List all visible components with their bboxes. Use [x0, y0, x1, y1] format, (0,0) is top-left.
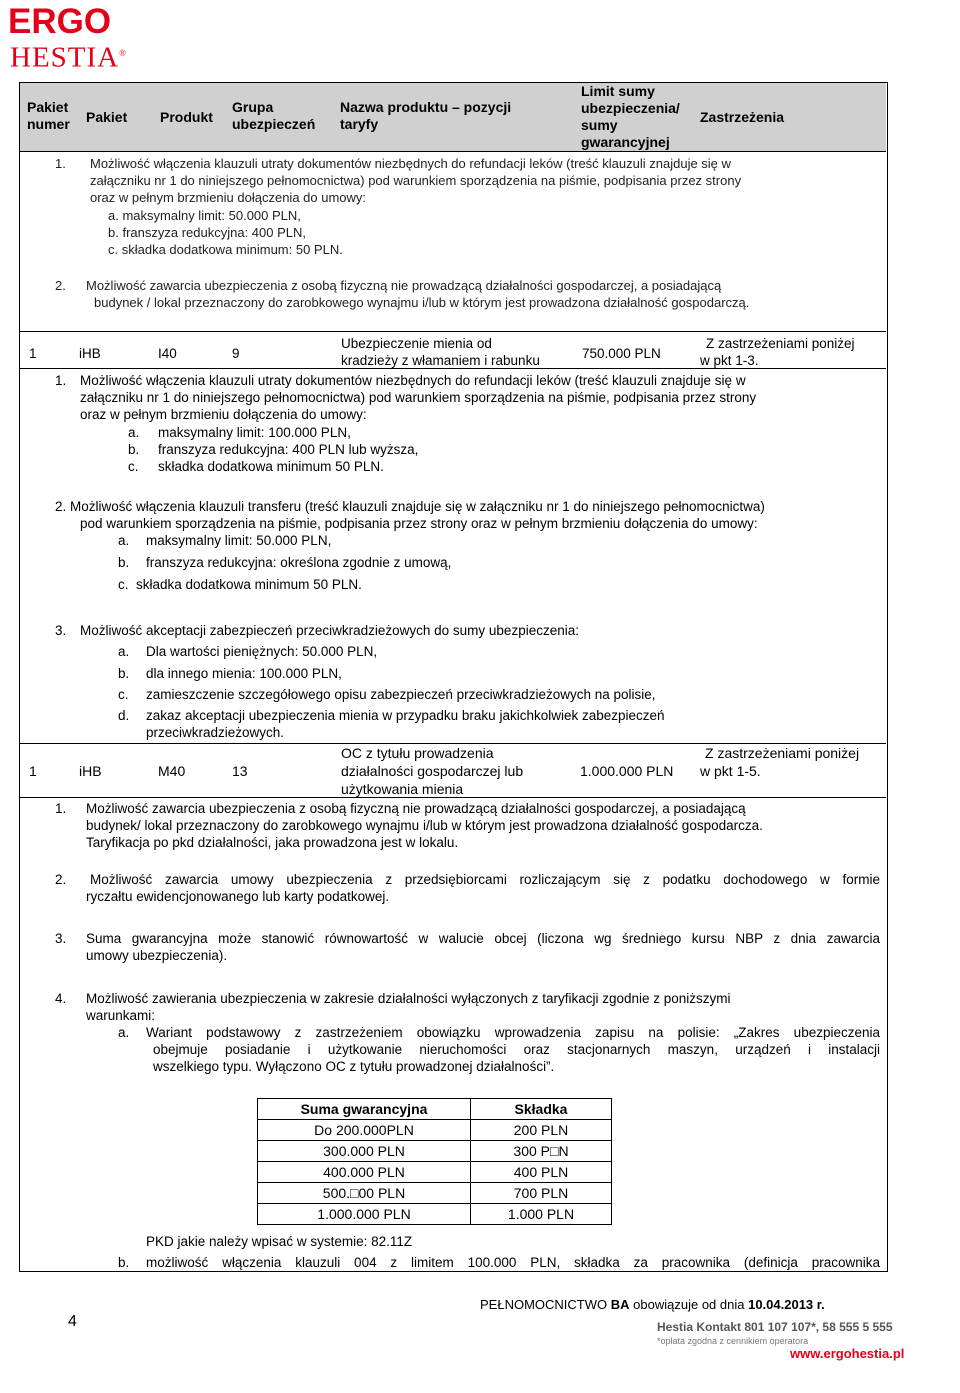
m40-item2-num: 2.	[55, 872, 67, 887]
top-item2-l1: Możliwość zawarcia ubezpieczenia z osobą fizyczną nie prowadzącą działalności gospodarczej, a posiadającą	[86, 278, 722, 293]
hestia-contact: Hestia Kontakt 801 107 107*, 58 555 5 555	[657, 1320, 893, 1334]
logo-hestia: HESTIA®	[10, 41, 127, 74]
row-m40-reservations-l1: Z zastrzeżeniami poniżej	[705, 745, 860, 761]
i40-item1-l3: oraz w pełnym brzmieniu dołączenia do umowy:	[80, 407, 367, 422]
i40-item3-sub-b: dla innego mienia: 100.000 PLN,	[146, 666, 342, 681]
row-i40-top-border	[20, 331, 886, 332]
i40-item2-sub-c-letter: c.	[118, 577, 129, 592]
footer-doc-code: BA	[610, 1297, 630, 1312]
top-item1-l3: oraz w pełnym brzmieniu dołączenia do umowy:	[90, 190, 367, 205]
hestia-url: www.ergohestia.pl	[790, 1346, 905, 1361]
footer-doc-mid: obowiązuje od dnia	[633, 1297, 745, 1312]
table-row	[258, 1183, 612, 1204]
i40-item1-sub-b-letter: b.	[128, 442, 140, 457]
m40-item4a-l2: obejmuje posiadanie i użytkowanie nieruchomości oraz stacjonarnych maszyn, urządzeń i instalacji	[153, 1042, 880, 1057]
row-i40-reservations-l1: Z zastrzeżeniami poniżej	[706, 336, 855, 351]
pkd-note: PKD jakie należy wpisać w systemie: 82.11Z	[146, 1234, 413, 1249]
row-i40-group: 9	[232, 346, 240, 361]
m40-item4b-letter: b.	[118, 1255, 130, 1270]
i40-item3-sub-d-cont: przeciwkradzieżowych.	[146, 725, 285, 740]
rate-sum-cell: 1.000.000 PLN	[258, 1204, 471, 1225]
row-m40-top-border	[20, 743, 886, 744]
rate-header-premium: Składka	[471, 1099, 612, 1120]
logo-hestia-text: HESTIA	[10, 41, 120, 74]
rate-sum-cell: 300.000 PLN	[258, 1141, 471, 1162]
m40-item4-num: 4.	[55, 991, 67, 1006]
m40-item1-num: 1.	[55, 801, 67, 816]
header-group: Grupa ubezpieczeń	[232, 99, 316, 132]
m40-item4a-l1: Wariant podstawowy z zastrzeżeniem obowiązku wprowadzenia zapisu na polisie: „Zakres ubezpieczenia	[146, 1025, 880, 1040]
m40-item1-l3: Taryfikacja po pkd działalności, jaka prowadzona jest w lokalu.	[86, 835, 459, 850]
footer-document-ref	[480, 1297, 825, 1312]
table-row	[258, 1162, 612, 1183]
m40-item4b-l1: możliwość włączenia klauzuli 004 z limitem 100.000 PLN, składka za pracownika (definicja pracownika	[146, 1255, 880, 1270]
m40-item3-l1: Suma gwarancyjna może stanowić równowartość w walucie obcej (liczona wg średniego kursu NBP z dnia zawarcia	[86, 931, 880, 946]
top-item2-num: 2.	[55, 278, 66, 293]
i40-item3-sub-a-letter: a.	[118, 644, 130, 659]
header-product: Produkt	[160, 109, 213, 125]
row-m40-reservations-l2: w pkt 1-5.	[700, 763, 761, 779]
i40-item1-sub-b: franszyza redukcyjna: 400 PLN lub wyższa,	[158, 442, 419, 457]
rate-header-sum: Suma gwarancyjna	[258, 1099, 471, 1120]
i40-item1-num: 1.	[55, 373, 67, 388]
rate-premium-cell: 300 P□N	[471, 1141, 612, 1162]
top-item2-l2: budynek / lokal przeznaczony do zarobkowego wynajmu i/lub w którym jest prowadzona działalność gospodarczą.	[94, 295, 750, 310]
i40-item2-l2: pod warunkiem sporządzenia na piśmie, podpisania przez strony oraz w pełnym brzmieniu dołączenia do umowy:	[80, 516, 758, 531]
logo-ergo: ERGO	[8, 2, 112, 41]
rate-table-header-row	[258, 1099, 612, 1120]
i40-item3-sub-a: Dla wartości pieniężnych: 50.000 PLN,	[146, 644, 378, 659]
top-item1-sub-b: b. franszyza redukcyjna: 400 PLN,	[108, 225, 306, 240]
m40-item4-l1: Możliwość zawierania ubezpieczenia w zakresie działalności wyłączonych z taryfikacji zgodnie z poniższymi	[86, 991, 731, 1006]
row-i40-reservations-l2: w pkt 1-3.	[700, 353, 759, 368]
i40-item3-sub-d: zakaz akceptacji ubezpieczenia mienia w przypadku braku jakichkolwiek zabezpieczeń	[146, 708, 665, 723]
rate-sum-cell: 400.000 PLN	[258, 1162, 471, 1183]
m40-item1-l1: Możliwość zawarcia ubezpieczenia z osobą fizyczną nie prowadzącą działalności gospodarczej, a posiadającą	[86, 801, 746, 816]
i40-item2-sub-c: składka dodatkowa minimum 50 PLN.	[136, 577, 362, 592]
i40-item1-sub-a-letter: a.	[128, 425, 140, 440]
page-number: 4	[68, 1313, 77, 1330]
i40-item3-num: 3.	[55, 623, 67, 638]
table-row	[258, 1141, 612, 1162]
rate-sum-cell: Do 200.000PLN	[258, 1120, 471, 1141]
i40-item2-sub-a-letter: a.	[118, 533, 130, 548]
i40-item3-sub-c: zamieszczenie szczegółowego opisu zabezpieczeń przeciwkradzieżowych na polisie,	[146, 687, 656, 702]
m40-item4a-letter: a.	[118, 1025, 130, 1040]
top-item1-sub-a: a. maksymalny limit: 50.000 PLN,	[108, 208, 301, 223]
rate-premium-cell: 400 PLN	[471, 1162, 612, 1183]
header-product-name: Nazwa produktu – pozycji taryfy	[340, 99, 512, 132]
rate-table	[257, 1098, 612, 1225]
top-item1-l2: załączniku nr 1 do niniejszego pełnomocnictwa) pod warunkiem sporządzenia na piśmie, podpisania przez strony	[90, 173, 742, 188]
top-item1-l1: Możliwość włączenia klauzuli utraty dokumentów niezbędnych do refundacji leków (treść klauzuli znajduje się w	[90, 156, 731, 171]
i40-item3-sub-c-letter: c.	[118, 687, 129, 702]
row-m40-package-no: 1	[29, 763, 37, 779]
i40-item1-sub-a: maksymalny limit: 100.000 PLN,	[158, 425, 351, 440]
row-m40-name-l1: OC z tytułu prowadzenia	[341, 745, 494, 761]
rate-premium-cell: 700 PLN	[471, 1183, 612, 1204]
header-divider	[20, 151, 886, 152]
i40-item3-l1: Możliwość akceptacji zabezpieczeń przeciwkradzieżowych do sumy ubezpieczenia:	[80, 623, 579, 638]
i40-item1-sub-c-letter: c.	[128, 459, 139, 474]
hestia-contact-note: *opłata zgodna z cennikiem operatora	[657, 1336, 809, 1346]
m40-item4a-l3: wszelkiego typu. Wyłączono OC z tytułu prowadzonej działalności”.	[153, 1059, 555, 1074]
m40-item3-num: 3.	[55, 931, 67, 946]
i40-item2-sub-a: maksymalny limit: 50.000 PLN,	[146, 533, 332, 548]
i40-item1-l2: załączniku nr 1 do niniejszego pełnomocnictwa) pod warunkiem sporządzenia na piśmie, podpisania przez strony	[80, 390, 757, 405]
i40-item2-l1: 2. Możliwość włączenia klauzuli transferu (treść klauzuli znajduje się w załączniku nr 1 do niniejszego pełnomocnictwa)	[55, 499, 765, 514]
row-m40-package: iHB	[79, 763, 102, 779]
top-item1-num: 1.	[55, 156, 66, 171]
i40-item1-l1: Możliwość włączenia klauzuli utraty dokumentów niezbędnych do refundacji leków (treść klauzuli znajduje się w	[80, 373, 746, 388]
row-i40-limit: 750.000 PLN	[582, 346, 661, 361]
header-package-no: Pakiet numer	[27, 99, 70, 132]
row-i40-name-l1: Ubezpieczenie mienia od	[341, 336, 492, 351]
m40-item2-l1: Możliwość zawarcia umowy ubezpieczenia z przedsiębiorcami rozliczającym się z podatku dochodowego w formie	[90, 872, 880, 887]
header-limit: Limit sumy ubezpieczenia/ sumy gwarancyjnej	[581, 83, 680, 150]
row-m40-name-l3: użytkowania mienia	[341, 781, 464, 797]
row-i40-product: I40	[158, 346, 177, 361]
i40-item3-sub-b-letter: b.	[118, 666, 130, 681]
top-item1-sub-c: c. składka dodatkowa minimum: 50 PLN.	[108, 242, 343, 257]
i40-item3-sub-d-letter: d.	[118, 708, 130, 723]
footer-doc-date: 10.04.2013 r.	[748, 1297, 825, 1312]
i40-item1-sub-c: składka dodatkowa minimum 50 PLN.	[158, 459, 384, 474]
i40-item2-sub-b: franszyza redukcyjna: określona zgodnie z umową,	[146, 555, 452, 570]
rate-sum-cell: 500.□00 PLN	[258, 1183, 471, 1204]
row-m40-name-l2: działalności gospodarczej lub	[341, 763, 524, 779]
row-i40-name-l2: kradzieży z włamaniem i rabunku	[341, 353, 540, 368]
row-m40-limit: 1.000.000 PLN	[580, 763, 674, 779]
row-m40-product: M40	[158, 763, 186, 779]
header-package: Pakiet	[86, 109, 128, 125]
rate-premium-cell: 200 PLN	[471, 1120, 612, 1141]
row-i40-package-no: 1	[29, 346, 37, 361]
m40-item2-l2: ryczałtu ewidencjonowanego lub karty podatkowej.	[86, 889, 390, 904]
footer-doc-prefix: PEŁNOMOCNICTWO	[480, 1297, 608, 1312]
header-reservations: Zastrzeżenia	[700, 109, 785, 125]
i40-item2-sub-b-letter: b.	[118, 555, 130, 570]
m40-item4-l2: warunkami:	[86, 1008, 156, 1023]
table-row	[258, 1120, 612, 1141]
m40-item3-l2: umowy ubezpieczenia).	[86, 948, 228, 963]
row-i40-package: iHB	[79, 346, 101, 361]
row-m40-group: 13	[232, 763, 248, 779]
rate-premium-cell: 1.000 PLN	[471, 1204, 612, 1225]
m40-item1-l2: budynek/ lokal przeznaczony do zarobkowego wynajmu i/lub w którym jest prowadzona działalność gospodarcza.	[86, 818, 763, 833]
table-row	[258, 1204, 612, 1225]
